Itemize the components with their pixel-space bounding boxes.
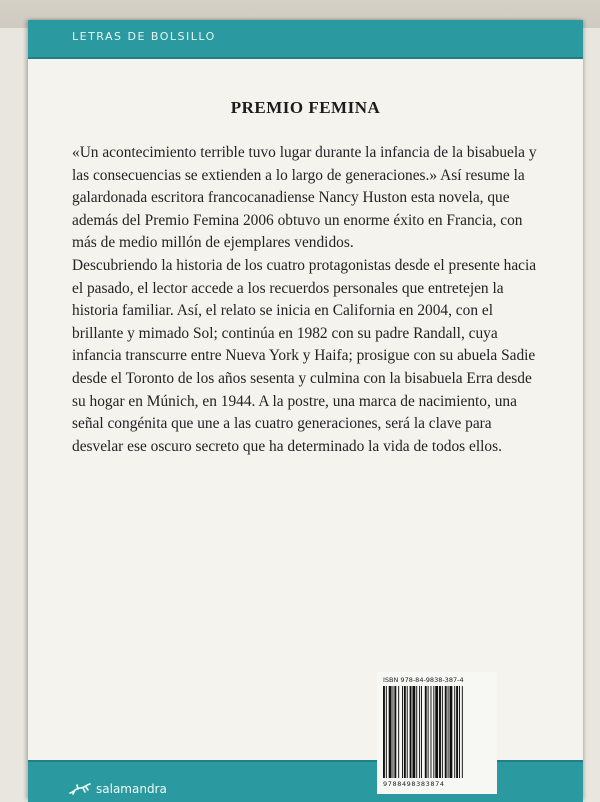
barcode-bar: [439, 686, 441, 778]
barcode-graphic: [383, 686, 491, 778]
barcode-bar: [416, 686, 417, 778]
book-back-cover: [28, 20, 583, 800]
barcode-bar: [386, 686, 387, 778]
publisher-name: salamandra: [96, 782, 167, 796]
barcode-bar: [407, 686, 408, 778]
barcode-bar: [402, 686, 403, 778]
barcode-bar: [445, 686, 447, 778]
barcode-bar: [433, 686, 434, 778]
barcode-bar: [459, 686, 460, 778]
barcode-bar: [412, 686, 415, 778]
blurb-text: [72, 142, 542, 458]
blurb-paragraph-1: «Un acontecimiento terrible tuvo lugar durante la infancia de la bisabuela y las consecuencias se extienden a lo largo de generaciones.» Así resume la galardonada escritora francocanadiense Nancy Huston esta novela, que además del Premio Femina 2006 obtuvo un enorme éxito en Francia, con más de medio millón de ejemplares vendidos.: [72, 144, 537, 252]
barcode-bar: [448, 686, 449, 778]
blurb-paragraph-2: Descubriendo la historia de los cuatro protagonistas desde el presente hacia el pasado, el lector accede a los recuerdos personales que entretejen la historia familiar. Así, el relato se inicia en California en 2004, con el brillante y mimado Sol; continúa en 1982 con su padre Randall, cuya infancia transcurre entre Nueva York y Haifa; prosigue con su abuela Sadie desde el Toronto de los años sesenta y culmina con la bisabuela Erra desde su hogar en Múnich, en 1944. A la postre, una marca de nacimiento, una señal congénita que une a las cuatro generaciones, será la clave para desvelar ese oscuro secreto que ha determinado la vida de todos ellos.: [72, 256, 537, 455]
barcode-bar: [428, 686, 429, 778]
barcode-bar: [456, 686, 458, 778]
barcode-bar: [421, 686, 422, 778]
publisher-logo: [68, 782, 167, 796]
salamander-logo-icon: [68, 782, 92, 796]
barcode-bar: [419, 686, 420, 778]
barcode-bar: [393, 686, 394, 778]
barcode-bar: [442, 686, 443, 778]
series-label: LETRAS DE BOLSILLO: [72, 30, 216, 43]
bottom-color-band: [28, 760, 583, 802]
barcode-bar: [398, 686, 399, 778]
isbn-label: ISBN 978-84-9838-387-4: [383, 676, 464, 684]
barcode-bar: [431, 686, 432, 778]
barcode-bar: [383, 686, 385, 778]
barcode-bar: [454, 686, 455, 778]
barcode-bar: [450, 686, 453, 778]
barcode-block: [377, 672, 497, 794]
barcode-number: 9788498383874: [383, 780, 445, 788]
barcode-bar: [404, 686, 406, 778]
barcode-bar: [410, 686, 412, 778]
top-color-band: [28, 20, 583, 59]
barcode-bar: [394, 686, 396, 778]
barcode-bar: [389, 686, 392, 778]
barcode-bar: [425, 686, 427, 778]
barcode-bar: [435, 686, 438, 778]
barcode-bar: [462, 686, 463, 778]
cover-title: PREMIO FEMINA: [230, 98, 381, 117]
